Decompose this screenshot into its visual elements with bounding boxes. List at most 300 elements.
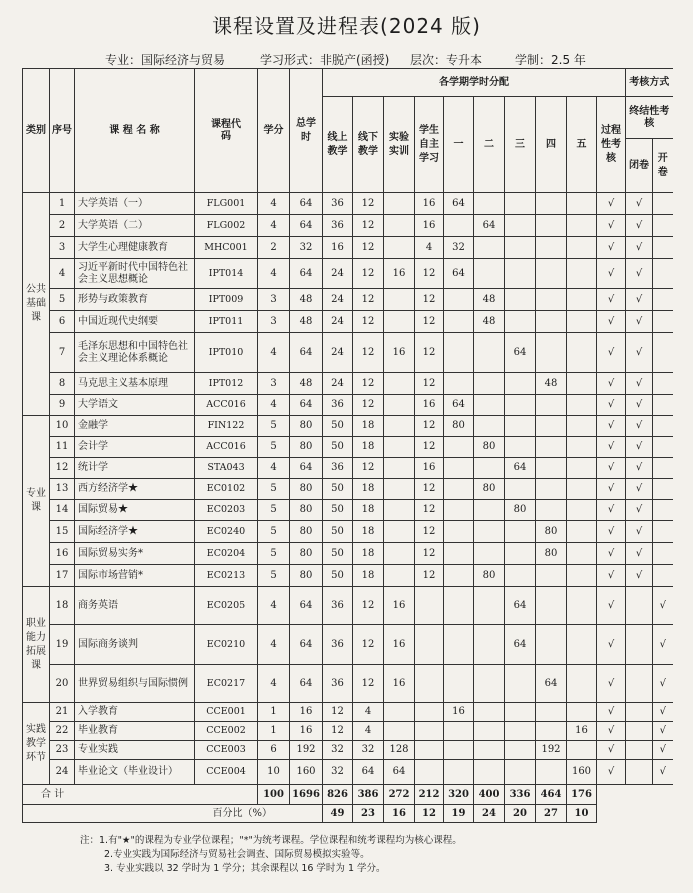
cell-code: CCE002 bbox=[195, 722, 258, 741]
cell-credits: 5 bbox=[258, 500, 290, 521]
cell-lab: 128 bbox=[384, 741, 415, 760]
cell-s2 bbox=[474, 665, 505, 703]
table-row bbox=[23, 521, 673, 543]
percent-label: 百分比（%） bbox=[23, 805, 323, 823]
cell-name: 国际市场营销* bbox=[75, 565, 195, 587]
cell-online: 24 bbox=[323, 259, 353, 289]
category-cell: 职业能力拓展课 bbox=[23, 587, 50, 703]
table-row bbox=[23, 237, 673, 259]
table-row bbox=[23, 289, 673, 311]
cell-self bbox=[415, 722, 444, 741]
cell-s1 bbox=[444, 587, 474, 625]
cell-open bbox=[653, 416, 673, 437]
cell-closed bbox=[626, 722, 653, 741]
cell-seq: 21 bbox=[50, 703, 75, 722]
cell-online: 36 bbox=[323, 587, 353, 625]
cell-code: EC0203 bbox=[195, 500, 258, 521]
cell-closed bbox=[626, 587, 653, 625]
cell-total: 80 bbox=[290, 565, 323, 587]
cell-process: √ bbox=[597, 395, 626, 416]
cell-s1 bbox=[444, 625, 474, 665]
cell-s1 bbox=[444, 543, 474, 565]
cell-closed: √ bbox=[626, 521, 653, 543]
percent-online: 49 bbox=[323, 805, 353, 823]
cell-code: CCE004 bbox=[195, 760, 258, 785]
cell-online: 50 bbox=[323, 416, 353, 437]
cell-closed: √ bbox=[626, 373, 653, 395]
cell-self: 16 bbox=[415, 215, 444, 237]
table-row bbox=[23, 722, 673, 741]
header-process-exam: 过程性考核 bbox=[597, 97, 626, 193]
cell-code: IPT011 bbox=[195, 311, 258, 333]
cell-name: 中国近现代史纲要 bbox=[75, 311, 195, 333]
cell-name: 国际贸易实务* bbox=[75, 543, 195, 565]
cell-name: 马克思主义基本原理 bbox=[75, 373, 195, 395]
cell-s2 bbox=[474, 259, 505, 289]
cell-total: 64 bbox=[290, 458, 323, 479]
major-label: 专业：国际经济与贸易 bbox=[105, 53, 226, 67]
cell-s4 bbox=[536, 587, 567, 625]
cell-process: √ bbox=[597, 259, 626, 289]
cell-process: √ bbox=[597, 665, 626, 703]
cell-lab bbox=[384, 416, 415, 437]
cell-s3 bbox=[505, 259, 536, 289]
cell-s4 bbox=[536, 760, 567, 785]
footnote-1: 注：1.有"★"的课程为专业学位课程；"*"为统考课程。学位课程和统考课程均为核心课程。 bbox=[80, 835, 462, 846]
cell-code: IPT012 bbox=[195, 373, 258, 395]
page-title: 课程设置及进程表(2024 版) bbox=[212, 14, 481, 38]
footnote-2: 2.专业实践为国际经济与贸易社会调查、国际贸易模拟实验等。 bbox=[104, 849, 370, 860]
cell-credits: 5 bbox=[258, 479, 290, 500]
cell-s2 bbox=[474, 395, 505, 416]
cell-s2 bbox=[474, 722, 505, 741]
cell-open bbox=[653, 395, 673, 416]
cell-self: 16 bbox=[415, 193, 444, 215]
cell-s4 bbox=[536, 437, 567, 458]
cell-self: 12 bbox=[415, 500, 444, 521]
cell-online: 36 bbox=[323, 625, 353, 665]
cell-s2 bbox=[474, 625, 505, 665]
cell-s1 bbox=[444, 373, 474, 395]
cell-seq: 16 bbox=[50, 543, 75, 565]
cell-closed: √ bbox=[626, 437, 653, 458]
cell-open bbox=[653, 193, 673, 215]
cell-s4 bbox=[536, 237, 567, 259]
cell-credits: 1 bbox=[258, 703, 290, 722]
cell-seq: 7 bbox=[50, 333, 75, 373]
cell-self: 12 bbox=[415, 543, 444, 565]
totals-lab: 272 bbox=[384, 785, 415, 805]
cell-closed bbox=[626, 625, 653, 665]
cell-online: 16 bbox=[323, 237, 353, 259]
cell-s3 bbox=[505, 741, 536, 760]
cell-self bbox=[415, 625, 444, 665]
cell-lab bbox=[384, 237, 415, 259]
cell-closed bbox=[626, 741, 653, 760]
cell-online: 24 bbox=[323, 373, 353, 395]
cell-s2 bbox=[474, 193, 505, 215]
totals-sem1: 320 bbox=[444, 785, 474, 805]
cell-code: EC0205 bbox=[195, 587, 258, 625]
cell-online: 24 bbox=[323, 289, 353, 311]
cell-code: CCE001 bbox=[195, 703, 258, 722]
cell-credits: 2 bbox=[258, 237, 290, 259]
table-row bbox=[23, 760, 673, 785]
cell-s5 bbox=[567, 215, 597, 237]
cell-total: 64 bbox=[290, 395, 323, 416]
cell-s5 bbox=[567, 479, 597, 500]
cell-open: √ bbox=[653, 587, 673, 625]
percent-sem4: 27 bbox=[536, 805, 567, 823]
cell-s2 bbox=[474, 587, 505, 625]
cell-code: EC0217 bbox=[195, 665, 258, 703]
cell-total: 16 bbox=[290, 722, 323, 741]
cell-self bbox=[415, 741, 444, 760]
cell-offline: 12 bbox=[353, 395, 384, 416]
cell-s4 bbox=[536, 193, 567, 215]
cell-s5 bbox=[567, 311, 597, 333]
cell-seq: 18 bbox=[50, 587, 75, 625]
cell-code: EC0204 bbox=[195, 543, 258, 565]
cell-seq: 11 bbox=[50, 437, 75, 458]
header-seq: 序号 bbox=[50, 69, 75, 193]
percent-lab: 16 bbox=[384, 805, 415, 823]
cell-name: 大学英语（二） bbox=[75, 215, 195, 237]
cell-s1 bbox=[444, 760, 474, 785]
cell-self bbox=[415, 587, 444, 625]
cell-seq: 9 bbox=[50, 395, 75, 416]
cell-s2: 80 bbox=[474, 479, 505, 500]
cell-name: 统计学 bbox=[75, 458, 195, 479]
cell-process: √ bbox=[597, 215, 626, 237]
cell-self bbox=[415, 703, 444, 722]
cell-process: √ bbox=[597, 237, 626, 259]
cell-total: 80 bbox=[290, 416, 323, 437]
cell-code: EC0102 bbox=[195, 479, 258, 500]
cell-online: 36 bbox=[323, 193, 353, 215]
cell-total: 192 bbox=[290, 741, 323, 760]
cell-s2 bbox=[474, 741, 505, 760]
cell-online: 24 bbox=[323, 333, 353, 373]
totals-offline: 386 bbox=[353, 785, 384, 805]
cell-s5 bbox=[567, 373, 597, 395]
cell-s2 bbox=[474, 237, 505, 259]
cell-lab bbox=[384, 458, 415, 479]
cell-s4: 80 bbox=[536, 521, 567, 543]
cell-s3: 64 bbox=[505, 587, 536, 625]
cell-s2 bbox=[474, 521, 505, 543]
cell-closed: √ bbox=[626, 215, 653, 237]
table-row bbox=[23, 565, 673, 587]
cell-closed: √ bbox=[626, 237, 653, 259]
cell-credits: 4 bbox=[258, 625, 290, 665]
cell-open: √ bbox=[653, 625, 673, 665]
cell-name: 会计学 bbox=[75, 437, 195, 458]
cell-self: 12 bbox=[415, 416, 444, 437]
cell-credits: 5 bbox=[258, 437, 290, 458]
cell-total: 64 bbox=[290, 665, 323, 703]
cell-offline: 12 bbox=[353, 333, 384, 373]
cell-s3 bbox=[505, 760, 536, 785]
cell-process: √ bbox=[597, 311, 626, 333]
category-cell: 专业课 bbox=[23, 416, 50, 587]
cell-process: √ bbox=[597, 479, 626, 500]
cell-s3 bbox=[505, 395, 536, 416]
cell-s3 bbox=[505, 193, 536, 215]
header-online: 线上教学 bbox=[323, 97, 353, 193]
cell-process: √ bbox=[597, 741, 626, 760]
cell-open bbox=[653, 543, 673, 565]
cell-s2 bbox=[474, 458, 505, 479]
cell-online: 50 bbox=[323, 521, 353, 543]
cell-process: √ bbox=[597, 373, 626, 395]
cell-online: 32 bbox=[323, 760, 353, 785]
cell-s4: 48 bbox=[536, 373, 567, 395]
cell-open: √ bbox=[653, 703, 673, 722]
cell-credits: 1 bbox=[258, 722, 290, 741]
cell-s5: 16 bbox=[567, 722, 597, 741]
cell-s3 bbox=[505, 311, 536, 333]
cell-name: 大学英语（一） bbox=[75, 193, 195, 215]
table-row bbox=[23, 741, 673, 760]
cell-s5: 160 bbox=[567, 760, 597, 785]
header-credits: 学分 bbox=[258, 69, 290, 193]
cell-s3 bbox=[505, 215, 536, 237]
cell-credits: 4 bbox=[258, 665, 290, 703]
cell-process: √ bbox=[597, 565, 626, 587]
cell-code: CCE003 bbox=[195, 741, 258, 760]
cell-process: √ bbox=[597, 289, 626, 311]
cell-name: 金融学 bbox=[75, 416, 195, 437]
cell-open bbox=[653, 500, 673, 521]
cell-s3: 64 bbox=[505, 625, 536, 665]
cell-process: √ bbox=[597, 587, 626, 625]
cell-self: 12 bbox=[415, 333, 444, 373]
cell-online: 50 bbox=[323, 437, 353, 458]
cell-s4 bbox=[536, 259, 567, 289]
table-row bbox=[23, 437, 673, 458]
cell-self bbox=[415, 760, 444, 785]
cell-process: √ bbox=[597, 722, 626, 741]
cell-offline: 12 bbox=[353, 625, 384, 665]
cell-process: √ bbox=[597, 760, 626, 785]
cell-offline: 12 bbox=[353, 311, 384, 333]
cell-total: 160 bbox=[290, 760, 323, 785]
cell-online: 36 bbox=[323, 665, 353, 703]
cell-self: 12 bbox=[415, 437, 444, 458]
cell-lab bbox=[384, 500, 415, 521]
cell-name: 国际商务谈判 bbox=[75, 625, 195, 665]
cell-lab bbox=[384, 395, 415, 416]
cell-s3 bbox=[505, 722, 536, 741]
cell-lab bbox=[384, 521, 415, 543]
cell-online: 36 bbox=[323, 458, 353, 479]
cell-s4 bbox=[536, 703, 567, 722]
cell-lab: 16 bbox=[384, 259, 415, 289]
cell-s1: 64 bbox=[444, 193, 474, 215]
table-row bbox=[23, 259, 673, 289]
cell-s2: 48 bbox=[474, 311, 505, 333]
cell-closed: √ bbox=[626, 458, 653, 479]
cell-offline: 64 bbox=[353, 760, 384, 785]
cell-total: 80 bbox=[290, 543, 323, 565]
cell-s4 bbox=[536, 289, 567, 311]
cell-total: 64 bbox=[290, 193, 323, 215]
cell-credits: 4 bbox=[258, 215, 290, 237]
cell-seq: 2 bbox=[50, 215, 75, 237]
cell-s2 bbox=[474, 543, 505, 565]
cell-s3: 64 bbox=[505, 458, 536, 479]
cell-seq: 22 bbox=[50, 722, 75, 741]
table-row bbox=[23, 416, 673, 437]
cell-name: 毛泽东思想和中国特色社会主义理论体系概论 bbox=[75, 333, 195, 373]
cell-s3 bbox=[505, 416, 536, 437]
cell-lab bbox=[384, 373, 415, 395]
cell-total: 32 bbox=[290, 237, 323, 259]
cell-s4 bbox=[536, 625, 567, 665]
cell-lab: 64 bbox=[384, 760, 415, 785]
header-semester-distribution: 各学期学时分配 bbox=[323, 69, 626, 97]
table-row bbox=[23, 458, 673, 479]
cell-s2 bbox=[474, 703, 505, 722]
cell-process: √ bbox=[597, 703, 626, 722]
cell-s1: 80 bbox=[444, 416, 474, 437]
table-row bbox=[23, 587, 673, 625]
cell-credits: 4 bbox=[258, 333, 290, 373]
cell-offline: 12 bbox=[353, 193, 384, 215]
percent-offline: 23 bbox=[353, 805, 384, 823]
cell-online: 12 bbox=[323, 722, 353, 741]
cell-self bbox=[415, 665, 444, 703]
cell-s2 bbox=[474, 373, 505, 395]
header-course-name: 课 程 名 称 bbox=[75, 69, 195, 193]
cell-offline: 18 bbox=[353, 479, 384, 500]
cell-s1 bbox=[444, 479, 474, 500]
cell-s1: 16 bbox=[444, 703, 474, 722]
cell-online: 50 bbox=[323, 543, 353, 565]
cell-credits: 5 bbox=[258, 521, 290, 543]
cell-name: 入学教育 bbox=[75, 703, 195, 722]
totals-sem3: 336 bbox=[505, 785, 536, 805]
cell-total: 16 bbox=[290, 703, 323, 722]
cell-closed bbox=[626, 703, 653, 722]
table-row bbox=[23, 373, 673, 395]
cell-name: 商务英语 bbox=[75, 587, 195, 625]
cell-self: 12 bbox=[415, 311, 444, 333]
cell-credits: 4 bbox=[258, 395, 290, 416]
cell-s3 bbox=[505, 373, 536, 395]
header-closed-book: 闭卷 bbox=[626, 139, 653, 193]
cell-s5 bbox=[567, 193, 597, 215]
cell-lab bbox=[384, 311, 415, 333]
header-sem5: 五 bbox=[567, 97, 597, 193]
cell-name: 毕业教育 bbox=[75, 722, 195, 741]
cell-s3 bbox=[505, 665, 536, 703]
cell-offline: 4 bbox=[353, 722, 384, 741]
cell-closed: √ bbox=[626, 479, 653, 500]
header-self-study: 学生自主学习 bbox=[415, 97, 444, 193]
cell-seq: 15 bbox=[50, 521, 75, 543]
totals-sem5: 176 bbox=[567, 785, 597, 805]
course-schedule-table bbox=[22, 68, 673, 823]
cell-lab bbox=[384, 215, 415, 237]
cell-open bbox=[653, 333, 673, 373]
cell-closed: √ bbox=[626, 395, 653, 416]
cell-s1 bbox=[444, 722, 474, 741]
footnote-3: 3. 专业实践以 32 学时为 1 学分；其余课程以 16 学时为 1 学分。 bbox=[104, 863, 386, 874]
table-row bbox=[23, 333, 673, 373]
cell-closed bbox=[626, 665, 653, 703]
cell-s5 bbox=[567, 395, 597, 416]
cell-name: 专业实践 bbox=[75, 741, 195, 760]
totals-self-study: 212 bbox=[415, 785, 444, 805]
cell-code: IPT010 bbox=[195, 333, 258, 373]
cell-process: √ bbox=[597, 521, 626, 543]
cell-name: 毕业论文（毕业设计） bbox=[75, 760, 195, 785]
cell-s5 bbox=[567, 703, 597, 722]
totals-sem2: 400 bbox=[474, 785, 505, 805]
header-total-hours: 总学时 bbox=[290, 69, 323, 193]
cell-s2 bbox=[474, 416, 505, 437]
cell-s5 bbox=[567, 333, 597, 373]
cell-s1 bbox=[444, 215, 474, 237]
cell-s2 bbox=[474, 500, 505, 521]
cell-s4 bbox=[536, 416, 567, 437]
cell-offline: 12 bbox=[353, 587, 384, 625]
cell-process: √ bbox=[597, 333, 626, 373]
cell-open: √ bbox=[653, 741, 673, 760]
cell-s5 bbox=[567, 625, 597, 665]
cell-offline: 12 bbox=[353, 373, 384, 395]
cell-closed: √ bbox=[626, 259, 653, 289]
course-table-body bbox=[23, 193, 673, 785]
cell-offline: 18 bbox=[353, 543, 384, 565]
cell-total: 48 bbox=[290, 373, 323, 395]
cell-self: 12 bbox=[415, 521, 444, 543]
cell-self: 12 bbox=[415, 259, 444, 289]
cell-s4 bbox=[536, 565, 567, 587]
cell-open bbox=[653, 237, 673, 259]
cell-seq: 8 bbox=[50, 373, 75, 395]
cell-s3 bbox=[505, 521, 536, 543]
cell-code: FLG002 bbox=[195, 215, 258, 237]
cell-lab bbox=[384, 193, 415, 215]
cell-s5 bbox=[567, 416, 597, 437]
cell-seq: 19 bbox=[50, 625, 75, 665]
cell-lab bbox=[384, 479, 415, 500]
cell-s5 bbox=[567, 565, 597, 587]
cell-name: 世界贸易组织与国际惯例 bbox=[75, 665, 195, 703]
category-cell: 公共基础课 bbox=[23, 193, 50, 416]
cell-open bbox=[653, 458, 673, 479]
cell-total: 80 bbox=[290, 437, 323, 458]
cell-s2: 64 bbox=[474, 215, 505, 237]
cell-s3 bbox=[505, 703, 536, 722]
table-row bbox=[23, 625, 673, 665]
cell-s4 bbox=[536, 500, 567, 521]
cell-process: √ bbox=[597, 543, 626, 565]
cell-credits: 3 bbox=[258, 289, 290, 311]
table-row bbox=[23, 193, 673, 215]
cell-self: 12 bbox=[415, 565, 444, 587]
cell-s3 bbox=[505, 237, 536, 259]
cell-open bbox=[653, 437, 673, 458]
totals-online: 826 bbox=[323, 785, 353, 805]
cell-open: √ bbox=[653, 665, 673, 703]
cell-open: √ bbox=[653, 722, 673, 741]
cell-seq: 3 bbox=[50, 237, 75, 259]
cell-s5 bbox=[567, 665, 597, 703]
